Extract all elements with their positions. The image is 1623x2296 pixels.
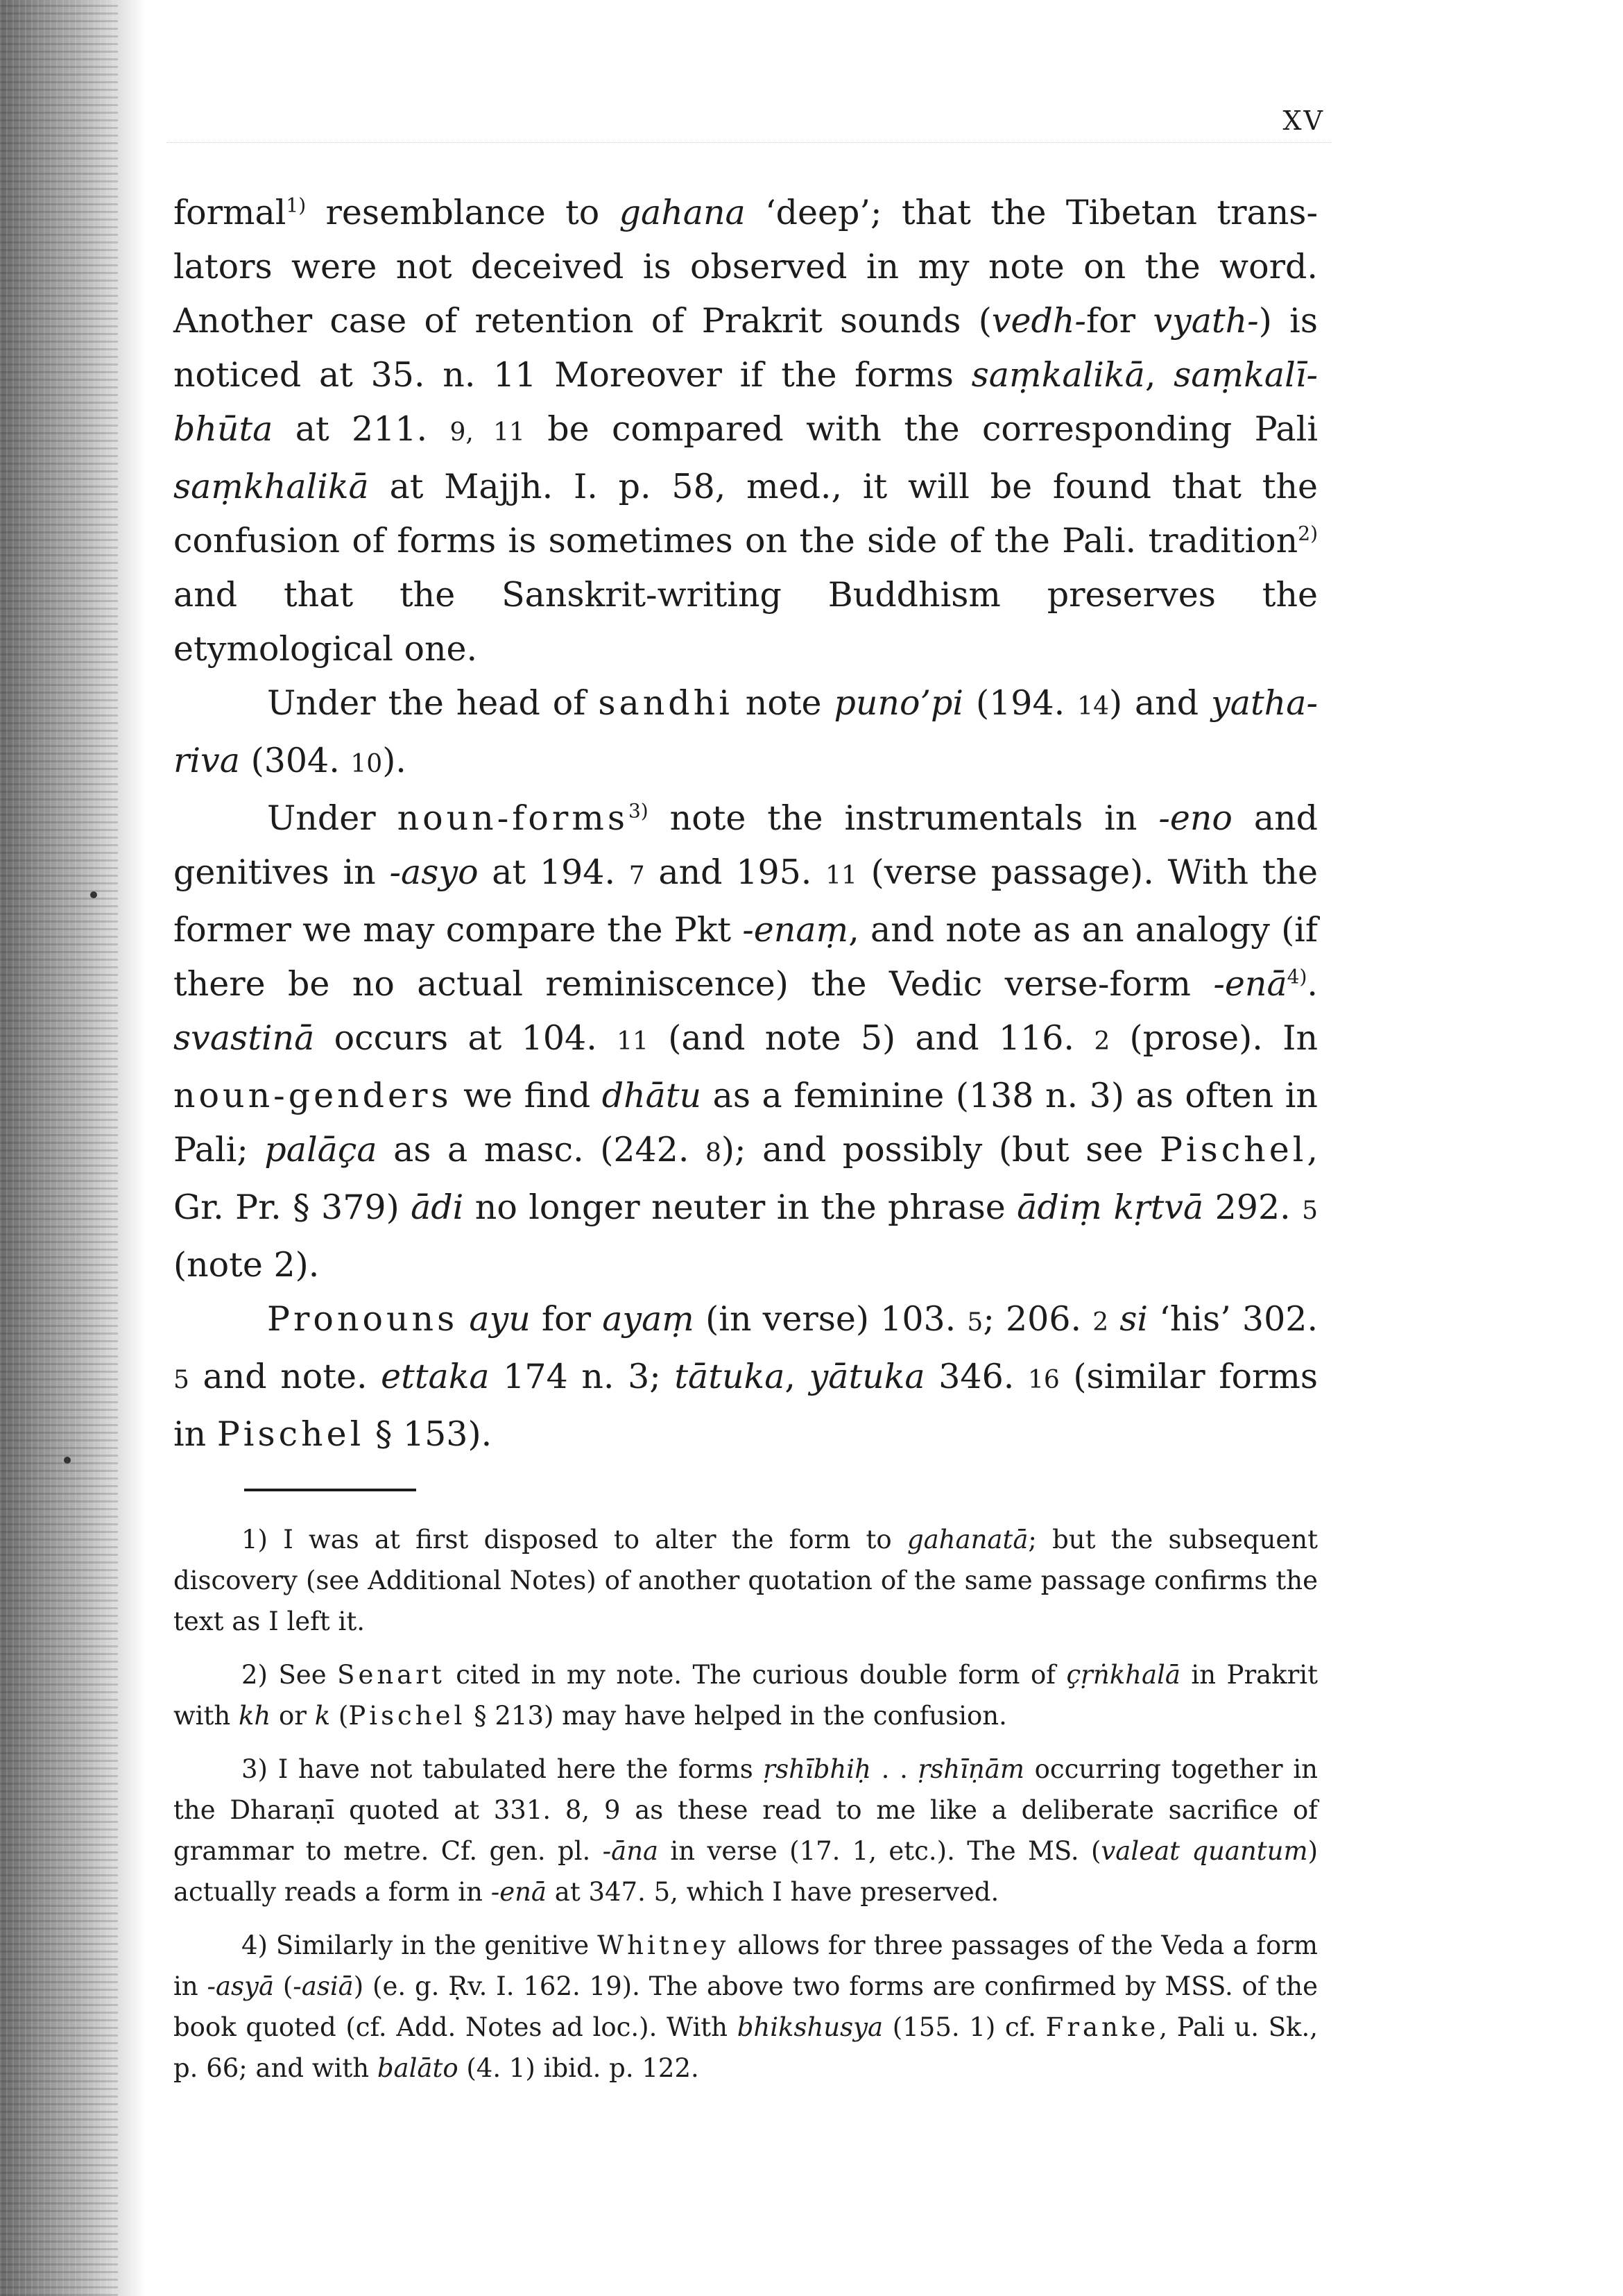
text-run: 2) See [241,1660,338,1690]
text-run: occurs at 104. [314,1018,617,1058]
page-number: XV [1282,105,1325,136]
italic-text: k [314,1701,331,1731]
text-run: ) actually reads a form in [173,1836,1318,1907]
italic-text: ayu [469,1299,531,1339]
line-ref: 10 [350,750,383,778]
italic-text: ādi [411,1188,464,1227]
italic-text: valeat quantum [1101,1836,1308,1866]
italic-text: -enā [490,1877,547,1907]
text-run: 4) Similarly in the genitive [241,1930,598,1960]
text-run: no longer neuter in the phrase [463,1188,1017,1227]
text-run: (note 2). [173,1245,320,1285]
text-run [458,1299,469,1339]
italic-text: çṛṅkhalā [1066,1660,1180,1690]
italic-text: ayaṃ [602,1299,695,1339]
italic-text: -asyā [207,1971,275,2001]
text-run: 346. [925,1357,1028,1396]
scan-speck [90,891,97,898]
italic-text: ādiṃ kṛtvā [1017,1188,1204,1227]
text-run: (4. 1) ibid. p. 122. [458,2053,699,2083]
footnote [173,1925,1318,2089]
text-run: ‘his’ 302. [1148,1299,1319,1339]
italic-text: ettaka [381,1357,490,1396]
italic-text: dhātu [601,1076,702,1115]
text-run: , [784,1357,809,1396]
footnotes [173,1519,1318,2101]
text-run: (verse passage). With the former we may compare the Pkt [173,853,1318,950]
line-ref: 2 [1094,1027,1110,1056]
text-run: ) and [1108,683,1212,723]
text-run: (155. 1) cf. [883,2012,1046,2042]
italic-text: puno’pi [834,683,964,723]
spaced-text: Whitney [597,1930,730,1960]
text-run: ; 206. [983,1299,1093,1339]
text-run: or [270,1701,315,1731]
text-run: in verse (17. 1, etc.). The MS. ( [658,1836,1101,1866]
spaced-text: noun-forms [397,798,628,838]
text-run: ‘deep’; that the Tibetan translators were not deceived is observed in my note on the word. Another case of retention of Prakrit sounds ( [173,193,1318,341]
text-run: and that the Sanskrit-writing Buddhism preserves the etymological one. [173,575,1318,669]
paragraph [173,791,1318,1292]
text-run: 174 n. 3; [489,1357,675,1396]
scan-speck [64,1457,71,1464]
paragraph [173,186,1318,676]
text-run: occurring together in the Dharaṇī quoted at 331. 8, 9 as these read to me like a deliberate sacrifice of grammar to metre. Cf. gen. pl. [173,1754,1318,1866]
text-run: in Prakrit with [173,1660,1318,1731]
text-run: . . [870,1754,918,1784]
line-ref: 16 [1027,1366,1060,1394]
line-ref: 14 [1077,692,1109,721]
text-run: cited in my note. The curious double form of [445,1660,1067,1690]
text-run: and genitives in [173,798,1318,892]
italic-text: -asyo [389,853,479,892]
footnote-ref: 2) [1298,522,1318,545]
text-run: resemblance to [306,193,619,232]
text-run: , Pali u. Sk., p. 66; and with [173,2012,1318,2083]
text-run: (194. [963,683,1078,723]
text-run: note [732,683,834,723]
text-run: 1) I was at first disposed to alter the form to [241,1525,907,1554]
text-run: as a feminine (138 n. 3) as often in Pali; [173,1076,1318,1170]
text-run: Under the head of [267,683,599,723]
italic-text: bhikshusya [737,2012,884,2042]
text-run: ). [382,741,406,780]
italic-text: -āna [602,1836,659,1866]
text-run: (prose). In [1110,1018,1318,1058]
text-run: for [530,1299,603,1339]
text-run: formal [173,193,286,232]
text-run: , and note as an analogy (if there be no actual reminiscence) the Vedic verse-form [173,910,1318,1004]
italic-text: kh [238,1701,271,1731]
text-run: , [1144,355,1174,395]
line-ref: 2 [1092,1308,1109,1337]
body-text [173,186,1318,1462]
text-run: we find [452,1076,602,1115]
text-run: § 213) may have helped in the confusion. [465,1701,1007,1731]
line-ref: 5 [967,1308,984,1337]
italic-text: saṃkalikā [971,355,1145,395]
text-run: ) (e. g. Ṛv. I. 162. 19). The above two forms are confirmed by MSS. of the book quoted (cf. Add. Notes ad loc.). With [173,1971,1318,2042]
text-run: and note. [189,1357,381,1396]
text-run: Under [267,798,397,838]
scan-gutter-texture [0,0,118,2296]
text-run: for [1086,301,1153,341]
italic-text: gahanatā [907,1525,1029,1554]
paragraph [173,676,1318,791]
text-run: (304. [240,741,351,780]
italic-text: vyath- [1153,301,1259,341]
italic-text: -enaṃ [742,910,849,950]
spaced-text: Pischel [348,1701,466,1731]
italic-text: ṛshīṇām [918,1754,1024,1784]
text-run: and 195. [644,853,826,892]
italic-text: si [1119,1299,1149,1339]
text-run: ; but the subsequent discovery (see Additional Notes) of another quotation of the same passage confirms the text as I left it. [173,1525,1319,1636]
text-run: ) is noticed at 35. n. 11 Moreover if the forms [173,301,1318,395]
italic-text: -eno [1158,798,1233,838]
footnote-ref: 1) [286,194,307,217]
text-run: (in verse) 103. [694,1299,968,1339]
italic-text: saṃkhalikā [173,467,369,506]
text-run [1108,1299,1119,1339]
text-run: ( [274,1971,293,2001]
spaced-text: Pischel [216,1414,365,1454]
spaced-text: sandhi [598,683,733,723]
spaced-text: Senart [337,1660,445,1690]
italic-text: tātuka [674,1357,785,1396]
italic-text: yathariva [173,683,1319,780]
italic-text: -asiā [293,1971,354,2001]
italic-text: palāça [264,1130,377,1170]
italic-text: yātuka [809,1357,925,1396]
italic-text: -enā [1213,964,1287,1004]
text-run: § 153). [364,1414,492,1454]
spaced-text: Pronouns [267,1299,458,1339]
line-ref: 8 [705,1139,721,1167]
italic-text: ṛshībhiḥ [763,1754,871,1784]
spaced-text: Pischel [1159,1130,1307,1170]
text-run: ); and possibly (but see [721,1130,1160,1170]
line-ref: 9, 11 [449,418,525,447]
text-run: note the instrumentals in [648,798,1159,838]
header-rule [166,142,1332,143]
line-ref: 5 [173,1366,189,1394]
italic-text: svastinā [173,1018,315,1058]
spaced-text: Franke [1045,2012,1160,2042]
footnote [173,1519,1318,1642]
text-run: (and note 5) and 116. [648,1018,1094,1058]
footnote-ref: 3) [628,799,649,823]
italic-text: saṃkalībhūta [173,355,1318,449]
italic-text: balāto [377,2053,458,2083]
text-run: at Majjh. I. p. 58, med., it will be found that the confusion of forms is sometimes on the side of the Pali. tradition [173,467,1318,560]
text-run: allows for three passages of the Veda a form in [173,1930,1319,2001]
footnote-ref: 4) [1287,965,1307,988]
text-run: at 211. [273,409,450,449]
line-ref: 7 [628,862,645,890]
text-run: ( [330,1701,349,1731]
text-run: . [1307,964,1318,1004]
footnote [173,1749,1318,1912]
italic-text: vedh- [991,301,1086,341]
line-ref: 5 [1302,1197,1319,1225]
text-run: 3) I have not tabulated here the forms [241,1754,764,1784]
footnote-rule [244,1489,416,1491]
text-run: be compared with the corresponding Pali [524,409,1318,449]
italic-text: gahana [619,193,746,232]
footnote [173,1654,1318,1736]
text-run: (similar forms in [173,1357,1318,1454]
text-run: at 194. [478,853,629,892]
paragraph [173,1292,1318,1462]
line-ref: 11 [825,862,857,890]
line-ref: 11 [617,1027,649,1056]
text-run: as a masc. (242. [377,1130,705,1170]
text-run: , Gr. Pr. § 379) [173,1130,1318,1227]
text-run: 292. [1203,1188,1303,1227]
spaced-text: noun-genders [173,1076,452,1115]
text-run: at 347. 5, which I have preserved. [547,1877,999,1907]
